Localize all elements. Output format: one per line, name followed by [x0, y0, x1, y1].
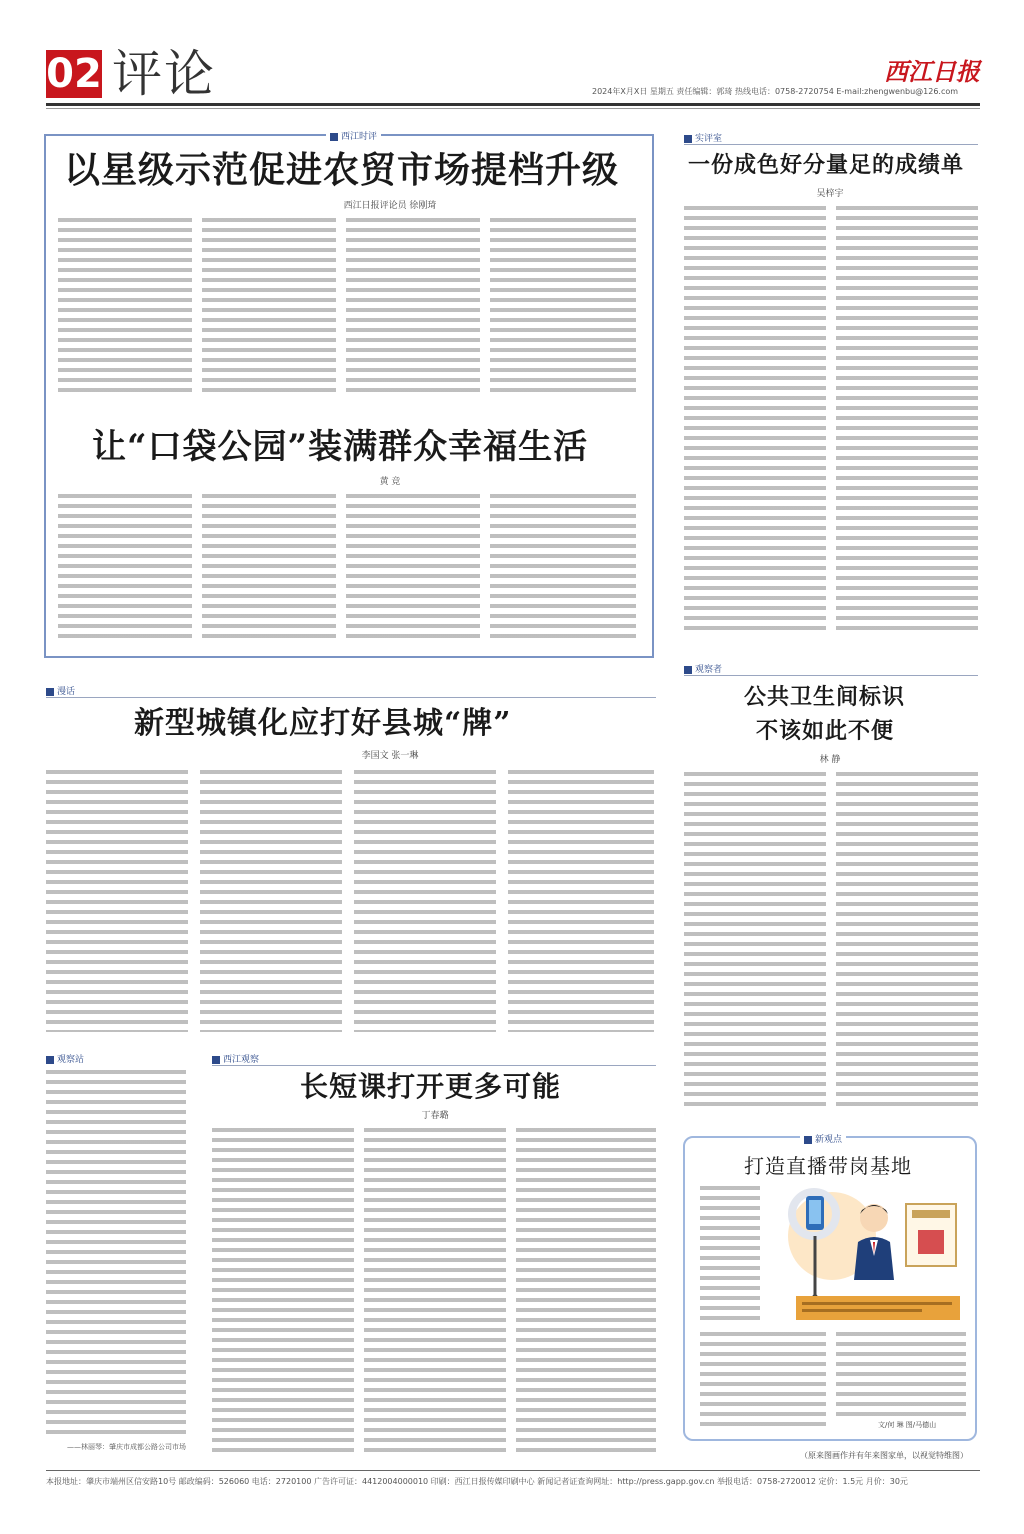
footer-rule [46, 1470, 980, 1471]
headline-report-card: 一份成色好分量足的成绩单 [688, 152, 965, 178]
tag-square-icon [46, 1056, 54, 1064]
divider [684, 144, 978, 145]
article-column [346, 494, 480, 644]
cartoon-credit: 文/何 琳 图/马德山 [878, 1421, 937, 1429]
article-column [508, 770, 654, 1032]
article-column [836, 206, 978, 634]
person-head-icon [860, 1204, 888, 1232]
tag-square-icon [804, 1136, 812, 1144]
tag-square-icon [46, 688, 54, 696]
article-tag: 新观点 [800, 1132, 846, 1145]
column-signature: ——林丽琴：肇庆市成都公路公司市场 [67, 1443, 186, 1451]
tag-square-icon [212, 1056, 220, 1064]
article-tag: 西江观察 [212, 1052, 259, 1065]
footer-info: 本报地址：肇庆市端州区信安路10号 邮政编码：526060 电话：2720100 广告许可证：4412004000010 印刷：西江日报传媒印刷中心 新闻记者证查询网址：http://press.gapp.gov.cn 举报电话：0758-2720012 定价：1.5元 月价：30元 [46, 1477, 908, 1486]
article-column [836, 1332, 966, 1418]
tag-square-icon [684, 666, 692, 674]
article-tag: 西江时评 [326, 129, 381, 142]
divider [684, 675, 978, 676]
article-column [490, 218, 636, 394]
editor-note: （原来图画作并有年来图家单，以视觉特维图） [800, 1451, 968, 1460]
headline-pocket-park: 让“口袋公园”装满群众幸福生活 [92, 427, 589, 467]
headline-star-market: 以星级示范促进农贸市场提档升级 [64, 149, 620, 191]
divider [212, 1065, 656, 1066]
article-column [346, 218, 480, 394]
headline-public-toilet-line1: 公共卫生间标识 [744, 684, 906, 710]
article-tag: 漫话 [46, 684, 75, 697]
divider [46, 697, 656, 698]
page-number: 02 [46, 51, 102, 97]
article-column [202, 218, 336, 394]
headline-county-town: 新型城镇化应打好县城“牌” [134, 706, 512, 741]
article-tag: 实评室 [684, 131, 722, 144]
article-column [684, 772, 826, 1108]
article-column [202, 494, 336, 644]
masthead-logo: 西江日报 [884, 57, 980, 86]
article-column [490, 494, 636, 644]
header-rule [46, 103, 980, 106]
article-column [58, 494, 192, 644]
headline-livestream: 打造直播带岗基地 [744, 1154, 912, 1178]
article-tag: 观察者 [684, 662, 722, 675]
article-tag: 观察站 [46, 1052, 84, 1065]
article-column [516, 1128, 656, 1458]
byline-public-toilet: 林 静 [819, 755, 841, 765]
article-column [836, 772, 978, 1108]
article-column [58, 218, 192, 394]
article-column [212, 1128, 354, 1458]
byline-pocket-park: 黄 竞 [379, 477, 401, 487]
byline-star-market: 西江日报评论员 徐刚琦 [343, 201, 437, 211]
section-title: 评论 [112, 45, 216, 103]
caption-banner [796, 1296, 960, 1320]
article-column [364, 1128, 506, 1458]
byline-report-card: 吴梓宇 [816, 189, 844, 199]
article-column [700, 1332, 826, 1432]
livestream-cartoon [762, 1184, 968, 1328]
tag-square-icon [330, 133, 338, 141]
tag-square-icon [684, 135, 692, 143]
headline-public-toilet-line2: 不该如此不便 [756, 718, 895, 744]
header-info: 2024年X月X日 星期五 责任编辑：郭琦 热线电话：0758-2720754 E-mail:zhengwenbu@126.com [592, 87, 959, 96]
article-column [46, 1070, 186, 1440]
article-column [354, 770, 496, 1032]
headline-short-course: 长短课打开更多可能 [300, 1070, 562, 1103]
article-column [684, 206, 826, 634]
byline-county-town: 李国文 张一琳 [361, 751, 419, 761]
byline-short-course: 丁春璐 [421, 1111, 449, 1121]
header-rule-thin [46, 108, 980, 109]
article-column [46, 770, 188, 1032]
article-column [700, 1186, 760, 1326]
article-column [200, 770, 342, 1032]
